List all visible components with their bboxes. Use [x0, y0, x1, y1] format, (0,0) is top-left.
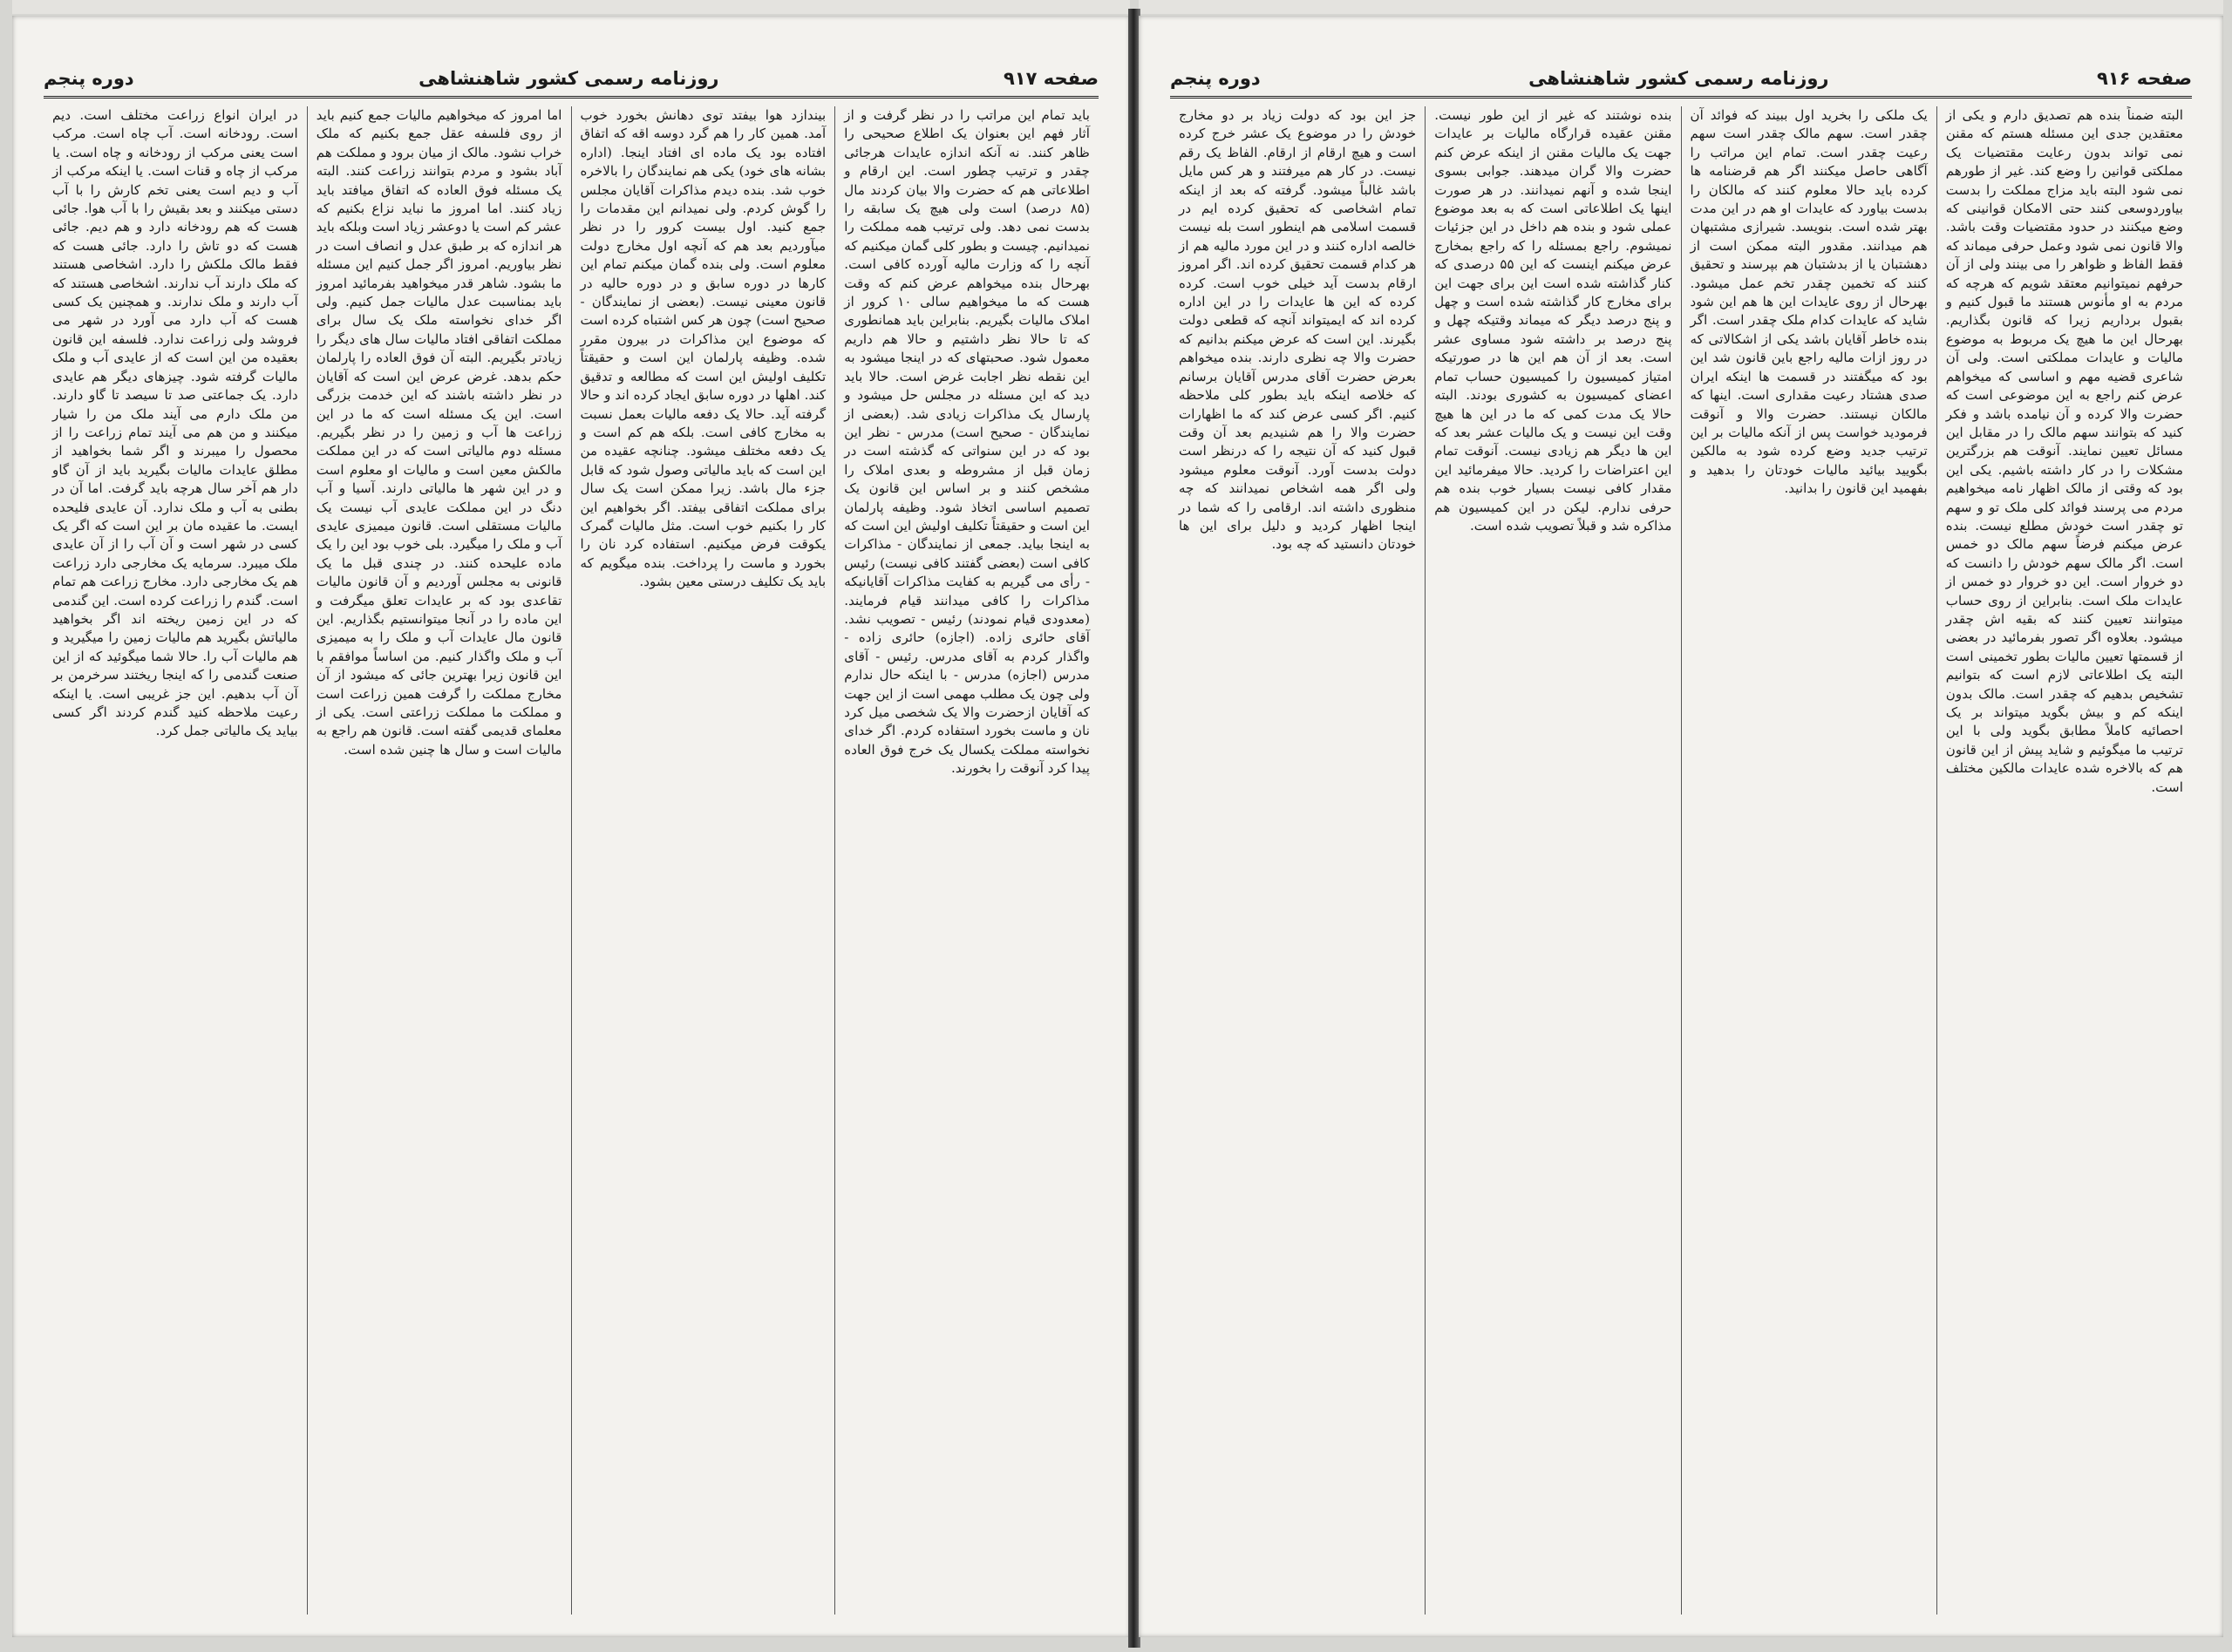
- left-column-1-text: باید تمام این مراتب را در نظر گرفت و از آثار فهم این بعنوان یک اطلاع صحیحی را ظاهر کنند. نه آنکه اندازه عایدات هرجائی چقدر و ترتیب چطور است. این ارقام و اطلاعاتی هم که حضرت والا بیان کردند مال (۸۵ درصد) است ولی هیچ یک سابقه را بدست نمی دهد. ولی ترتیب همه مملکت را نمیدانیم. چیست و بطور کلی گمان میکنیم که آنچه را که وزارت مالیه آورده کافی است. بهرحال بنده میخواهم عرض کنم که وقت هست که ما میخواهیم سالی ۱۰ کرور از املاک مالیات بگیریم. بنابراین باید همانطوری که تا حالا نظر داشتیم و حالا هم داریم معمول شود. صحبتهای که در اینجا میشود به این نقطه نظر اجابت غرض است. حالا باید دید که این مسئله در مجلس حل میشود و پارسال یک مذاکرات زیادی شد. (بعضی از نمایندگان - صحیح است) مدرس - نظر این بود که در این سنواتی که گذشته است در زمان قبل از مشروطه و بعدی املاک را مشخص کنند و بر اساس این قانون یک تصمیم اساسی اتخاذ شود. وظیفه پارلمان این است و حقیقتاً تکلیف اولیش این است که به اینجا بیاید. جمعی از نمایندگان - مذاکرات کافی است (بعضی گفتند کافی نیست) رئیس - رأی می گیریم به کفایت مذاکرات آقایانیکه مذاکرات را کافی میدانند قیام فرمایند. (معدودی قیام نمودند) رئیس - تصویب نشد. آقای حائری زاده. (اجازه) حائری زاده - واگذار کردم به آقای مدرس. رئیس - آقای مدرس (اجازه) مدرس - با اینکه حال ندارم ولی چون یک مطلب مهمی است از این جهت که آقایان ازحضرت والا یک شخصی میل کرد نان و ماست بخورد استفاده کردم. اگر خدای نخواسته مملکت یکسال یک خرج فوق العاده پیدا کرد آنوقت را بخورند.: [844, 107, 1090, 777]
- right-column-2: [1681, 106, 1936, 1615]
- left-session-label: دوره پنجم: [44, 68, 134, 89]
- left-column-2: [571, 106, 835, 1615]
- left-column-3: [307, 106, 571, 1615]
- left-page: [12, 16, 1130, 1637]
- left-column-4: [44, 106, 307, 1615]
- left-gazette-title: روزنامه رسمی کشور شاهنشاهی: [418, 68, 719, 89]
- top-margin-left: [12, 0, 1130, 14]
- left-column-1: [834, 106, 1099, 1615]
- right-page: [1139, 16, 2223, 1637]
- left-column-4-text: در ایران انواع زراعت مختلف است. دیم است. رودخانه است. آب چاه است. مرکب است یعنی مرکب از رودخانه و چاه است. یا مرکب از چاه و قنات است. یا اینکه مرکب از آب و دیم است یعنی تخم کارش را با آب دستی میکنند و بعد بقیش را با آب هوا. جائی هست که هم رودخانه دارد و هم دیم. جائی هست که دو تاش را دارد. جائی هست که فقط مالک ملکش را دارد. اشخاصی هستند که ملک دارند آب ندارند. اشخاصی هستند که آب دارند و ملک ندارند. و همچنین یک کسی هست که آب دارد می آورد در شهر می فروشد ولی زراعت ندارد. فلسفه این قانون بعقیده من این است که از عایدی آب و ملک مالیات گرفته شود. چیزهای دیگر هم عایدی دارد. یک جماعتی صد تا سیصد تا گاو دارند. من ملک دارم می آیند ملک من را شیار میکنند و من هم می آیند تمام زراعت را از محصول را میبرند و اگر شما بخواهید از مطلق عایدات مالیات بگیرید باید از آن گاو دار هم آخر سال هرچه باید گرفت. اما آن در بطنی به آب و ملک ندارد. آن عایدی فلیحده ایست. ما عقیده مان بر این است که اگر یک کسی در شهر است و آن آب را از آن عایدی ملک میبرد. سرمایه یک مخارجی دارد زراعت هم یک مخارجی دارد. مخارج زراعت هم تمام است. گندم را زراعت کرده است. این گندمی که در این زمین ریخته اند اگر بخواهید مالیاتش بگیرید هم مالیات زمین را میگیرید و هم مالیات آب را. حالا شما میگوئید که از این صنعت گندمی را که اینجا ریختند سرخرمن بر آن آب بدهیم. این جز غریبی است. یا اینکه رعیت ملاحظه کنید گندم کردند اگر کسی بیاید یک مالیاتی جمل کرد.: [52, 107, 298, 739]
- right-gazette-title: روزنامه رسمی کشور شاهنشاهی: [1528, 68, 1829, 89]
- right-column-4-text: جز این بود که دولت زیاد بر دو مخارج خودش را در موضوع یک عشر خرج کرده است و هیچ ارقام از ارقام. الفاظ یک رقم نیست. در کار هم میرفتند و هر کس مایل باشد غالباً میشود. گرفته که بعد از اینکه تمام اشخاصی که تحقیق کرده ایم در قسمت اسلامی هم اینطور است بله نیست خالصه اداره کنند و در این مورد مالیه هم از هر کدام قسمت تحقیق کرده اند. اگر امروز ارقام بدست آید خیلی خوب است. کرده کرده که این ها عایدات را در این اداره کرده اند که ایمیتواند آنچه که قطعی دولت بگیرند. این است که عرض میکنم بدانیم که حضرت والا چه نظری دارند. بنده میخواهم بعرض حضرت آقای مدرس آقایان برسانم که خلاصه اینکه باید بطور کلی ملاحظه کنیم. اگر کسی عرض کند که ما اظهارات حضرت والا را هم شنیدیم بعد آن وقت قبول کنید که آن نتیجه را که درنظر است دولت بدست آورد. آنوقت معلوم میشود ولی اگر همه اشخاص نمیدانند که چه منظوری داشته اند. ارقامی را که شما در اینجا اظهار کردید و دلیل برای این ها خودتان دانستید که چه بود.: [1179, 107, 1417, 553]
- right-page-columns: [1170, 106, 2192, 1615]
- right-column-3: [1425, 106, 1680, 1615]
- left-page-columns: [44, 106, 1099, 1615]
- right-page-header: [1170, 61, 2192, 99]
- right-column-2-text: یک ملکی را بخرید اول ببیند که فوائد آن چقدر است. سهم مالک چقدر است سهم رعیت چقدر است. تمام این مراتب را آگاهی حاصل میکنند اگر هم قرضنامه ها کرده باید حالا معلوم کنند که مالکان را بدست بیاورد که عایدات او هم در این مدت بهتر شده است. بنویسد. شیرازی مشتبهان هم میدانند. مقدور البته ممکن است از دهشتبان یا از بدشتبان هم بپرسند و تحقیق کنند که تخمین چقدر تخم عمل میشود. بهرحال از روی عایدات این ها هم این شود شاید که عایدات کدام ملک چقدر است. اگر بنده خاطر آقایان باشد یکی از اشکالاتی که در روز ازات مالیه راجع باین قانون شد این بود که میگفتند در قسمت ها اینکه ایران صدی هشتاد رعیت مقداری است. اینها که مالکان نیستند. حضرت والا و آنوقت فرمودید خواست پس از آنکه مالیات بر این ترتیب جدید وضع کرده شود به مالکین بگویید بیائید مالیات خودتان را بدهید و بفهمید این قانون را بدانید.: [1690, 107, 1928, 497]
- right-column-1: [1936, 106, 2192, 1615]
- top-margin-right: [1139, 0, 2223, 14]
- right-column-1-text: البته ضمناً بنده هم تصدیق دارم و یکی از معتقدین جدی این مسئله هستم که مقنن نمی تواند بدون رعایت مقتضیات یک مملکتی قوانین را وضع کند. غیر از طورهم نمی شود البته باید مزاج مملکت را بدست بیاوردوسعی کنند حتی الامکان قوانینی که وضع میکنند در حدود مقتضیات وقت باشد. والا قانون نمی شود وعمل حرفی میماند که فقط الفاظ و ظواهر را می بینند ولی از آن حرفهم نمیتوانیم معتقد شویم که هرچه که مردم به او مأنوس هستند ما قبول کنیم و بقبول برداریم زیرا که قانون بگذاریم. بهرحال این ما هیچ یک مربوط به موضوع مالیات و عایدات مملکتی است. ولی آن شاعری قضیه مهم و اساسی که میخواهم عرض کنم راجع به این موضوعی است که حضرت والا کرده و آن نیامده باشد و فکر کنید که بتوانند سهم مالک را در مقابل این مسائل تعیین نمایند. آنوقت هم بزرگترین مشکلات را در کار داشته باشیم. یکی این بود که وقتی از مالک اظهار نامه میخواهیم مردم می پرسند فوائد کلی ملک تو و سهم تو چقدر است خودش مطلع نیست. بنده عرض میکنم فرضاً سهم مالک دو خمس است. اگر مالک سهم خودش را دانست که دو خروار است. این دو خروار دو خمس از عایدات ملک است. بنابراین از روی حساب میتوانند تعیین کنند که بقیه اش چقدر میشود. بعلاوه اگر تصور بفرمائید در بعضی از قسمتها تعیین مالیات بطور تخمینی است البته یک اطلاعاتی لازم است که بتوانیم تشخیص بدهیم که چقدر است. مالک بدون اینکه کم و بیش بگوید میتواند بر یک احصائیه کاملاً مطابق بگوید ولی با این ترتیب ما میگوئیم و شاید پیش از این قانون هم که بالاخره شده عایدات مالکین مختلف است.: [1945, 107, 2183, 795]
- left-page-number: صفحه ۹۱۷: [1003, 68, 1099, 89]
- left-page-header: [44, 61, 1099, 99]
- left-column-3-text: اما امروز که میخواهیم مالیات جمع کنیم باید از روی فلسفه عقل جمع بکنیم که ملک خراب نشود. مالک از میان برود و مملکت هم آباد بشود و مردم بتوانند زراعت کنند. البته یک مسئله فوق العاده که اتفاق میافتد باید زیاد کنند. اما امروز ما نباید نزاع بکنیم که عشر کم است یا دوعشر زیاد است وبلکه باید هر اندازه که بر طبق عدل و انصاف است در نظر بیاوریم. امروز اگر جمل کنیم این مسئله ما بشود. شاهر قدر میخواهید بفرمائید امروز باید بمناسبت عدل مالیات جمل کنیم. ولی اگر خدای نخواسته ملک یک سال برای مملکت اتفاقی افتاد مالیات سال های دیگر را زیادتر بگیریم. البته آن فوق العاده را پارلمان حکم بدهد. غرض عرض این است که آقایان در نظر داشته باشند که این خدمت بزرگی است. این یک مسئله است که ما در این زراعت ها آب و زمین را در نظر بگیریم. مسئله دوم مالیاتی است که در این مملکت مالکش معین است و مالیات او معلوم است و در این شهر ها مالیاتی دارند. آسیا و آب دنگ در این مملکت عایدی آب نیست یک مالیات مستقلی است. قانون میمیزی عایدی آب و ملک را میگیرد. بلی خوب بود این را یک ماده علیحده کنند. در چندی قبل ما یک قانونی به مجلس آوردیم و آن قانون مالیات تقاعدی بود که بر عایدات تعلق میگرفت و این ماده را در آنجا میتوانستیم بگذاریم. این قانون مال عایدات آب و ملک را به میمیزی آب و ملک واگذار کنیم. من اساساً موافقم با این قانون زیرا بهترین جائی که میشود از آن مخارج مملکت را گرفت همین زراعت است و مملکت ما مملکت زراعتی است. یکی از معلمای قدیمی گفته است. قانون هم راجع به مالیات است و سال ها چنین شده است.: [316, 107, 562, 758]
- left-column-2-text: بیندازد هوا بیفتد توی دهانش بخورد خوب آمد. همین کار را هم گرد دوسه اقه که اتفاق افتاده بود یک ماده ای افتاد اینجا. (اداره بشانه های خود) یکی هم نمایندگان را بالاخره خوب شد. بنده دیدم مذاکرات آقایان مجلس را گوش کردم. ولی نمیدانم این مقدمات را جمع کنید. اول بیست کرور را در نظر میآوردیم بعد هم که آنچه اول مخارج دولت معلوم است. ولی بنده گمان میکنم تمام این کارها در دوره سابق و در دوره حالیه در قانون معینی نیست. (بعضی از نمایندگان - صحیح است) چون هر کس اشتباه کرده است که موضوع این مذاکرات در بیرون مقرر شده. وظیفه پارلمان این است و حقیقتاً تکلیف اولیش این است که مطالعه و تدقیق کند. اهلها در دوره سابق ایجاد کرده اند و حالا گرفته آید. حالا یک دفعه مالیات بعمل نسبت به مخارج کافی است. بلکه هم کم است و یک دفعه مختلف میشود. چنانچه عقیده من این است که باید مالیاتی وصول شود که قابل جزء مال باشد. زیرا ممکن است یک سال برای مملکت اتفاقی بیفتد. اگر بخواهیم این کار را بکنیم خوب است. مثل مالیات گمرک یکوقت فرض میکنیم. استفاده کرد نان را بخورد و ماست را پرداخت. بنده میگویم که باید یک تکلیف درستی معین بشود.: [580, 107, 827, 590]
- right-column-3-text: بنده نوشتند که غیر از این طور نیست. مقنن عقیده قرارگاه مالیات بر عایدات جهت یک مالیات مقنن از اینکه عرض کنم حضرت والا گران میدهند. جوابی بسوی اینجا شده و آنهم نمیدانند. در هر صورت اینها یک اطلاعاتی است که به بعد موضوع عملی شود و بنده هم داخل در این جزئیات نمیشوم. راجع بمسئله را که راجع بمخارج عرض میکنم اینست که این ۵۵ درصدی که کنار گذاشته شده است این برای جهت این برای مخارج کار گذاشته شده است و چهل و پنج درصد دیگر که میماند وقتیکه چهل و پنج درصد بر داشته شود مساوی عشر است. بعد از آن هم این ها در صورتیکه امتیاز کمیسیون را کمیسیون حساب تمام اعضای کمیسیون به کشوری بودند. البته حالا یک مدت کمی که ما در این ها هیچ وقت این نیست و یک مالیات عشر بعد که این ها دیگر هم زیادی نیست. آنوقت تمام این اعتراضات را کردید. حالا میفرمائید این مقدار کافی نیست بسیار خوب بنده هم حرفی ندارم. لیکن در این کمیسیون هم مذاکره شد و قبلاً تصویب شده است.: [1434, 107, 1672, 534]
- right-page-number: صفحه ۹۱۶: [2096, 68, 2192, 89]
- right-column-4: [1170, 106, 1425, 1615]
- right-session-label: دوره پنجم: [1170, 68, 1261, 89]
